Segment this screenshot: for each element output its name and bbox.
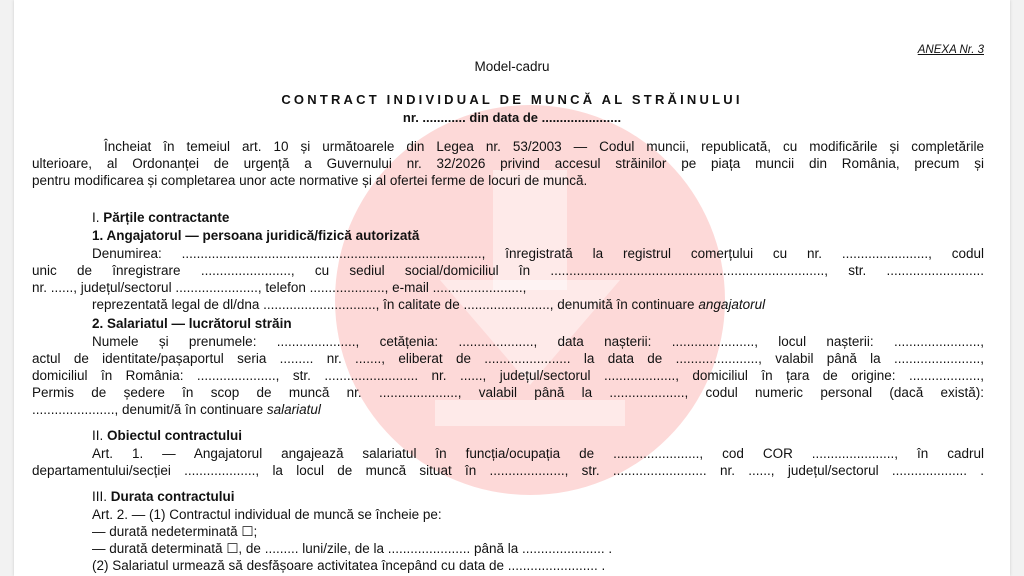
section-3-heading [92, 489, 235, 505]
document-title: CONTRACT INDIVIDUAL DE MUNCĂ AL STRĂINULUI [281, 92, 743, 107]
employee-line-1: Numele și prenumele: ....................., cetățenia: ...................., data nașterii: ......................, locul nașterii: ......................., [92, 334, 984, 349]
section-3-line-3: — durată determinată ☐, de ......... luni/zile, de la ...................... până la ...................... . [92, 541, 613, 556]
annex-label: ANEXA Nr. 3 [917, 44, 984, 56]
employee-term: salariatul [266, 402, 321, 417]
section-3-line-2: — durată nedeterminată ☐; [92, 524, 258, 539]
employee-line-3: domiciliul în România: ....................., str. ......................... nr. ......, județul/sectorul ..................., domiciliul în țara de origine: ..................., [32, 368, 984, 383]
document-number-line: nr. ............ din data de ...................... [402, 110, 622, 125]
section-2-title: Obiectul contractului [107, 428, 243, 443]
employee-line-4: Permis de ședere în scop de muncă nr. ....................., valabil până la ...................., codul numeric personal (dacă există): [32, 385, 984, 400]
employee-line-5 [32, 402, 321, 418]
section-1-title: Părțile contractante [103, 210, 230, 225]
employer-term: angajatorul [698, 297, 766, 312]
intro-line-2: ulterioare, al Ordonanței de urgență a Guvernului nr. 32/2026 privind accesul străinilor pe piața muncii din România, precum și [32, 156, 984, 171]
model-label: Model-cadru [474, 59, 550, 74]
document-page [14, 0, 1010, 576]
section-3-number: III. [92, 489, 108, 504]
employee-last-text: ......................, denumit/ă în continuare [32, 402, 264, 417]
employer-line-2: unic de înregistrare ........................, cu sediul social/domiciliul în ........................................................................., str. .......................... [32, 263, 984, 278]
employer-representation [92, 297, 765, 313]
employer-line-1: Denumirea: ................................................................................, înregistrată la registrul comerțului cu nr. ......................., codul [92, 246, 984, 261]
section-2-number: II. [92, 428, 104, 443]
employer-representation-text: reprezentată legal de dl/dna .............................., în calitate de ......................., denumită în continuare [92, 297, 695, 312]
section-1-heading [92, 210, 229, 226]
employee-heading: 2. Salariatul — lucrătorul străin [92, 316, 292, 331]
section-2-heading [92, 428, 242, 444]
employee-line-2: actul de identitate/pașaportul seria ......... nr. ......., eliberat de ....................... la data de ......................, valabil până la ......................., [32, 351, 984, 366]
employer-line-3: nr. ......, județul/sectorul ......................, telefon ...................., e-mail ........................, [32, 280, 527, 295]
section-3-title: Durata contractului [110, 489, 235, 504]
employer-heading: 1. Angajatorul — persoana juridică/fizică autorizată [92, 228, 420, 243]
intro-line-3: pentru modificarea și completarea unor acte normative și al ofertei ferme de locuri de muncă. [32, 173, 588, 188]
section-2-line-1: Art. 1. — Angajatorul angajează salariatul în funcția/ocupația de ......................., cod COR ......................, în cadrul [92, 446, 984, 461]
section-3-line-1: Art. 2. — (1) Contractul individual de muncă se încheie pe: [92, 507, 442, 522]
intro-line-1: Încheiat în temeiul art. 10 și următoarele din Legea nr. 53/2003 — Codul muncii, republicată, cu modificările și completările [104, 139, 984, 154]
section-2-line-2: departamentului/secției ..................., la locul de muncă situat în ...................., str. ......................... nr. ......, județul/sectorul .................... . [32, 463, 984, 478]
section-1-number: I. [92, 210, 100, 225]
section-3-line-4: (2) Salariatul urmează să desfășoare activitatea începând cu data de ........................ . [92, 558, 606, 573]
